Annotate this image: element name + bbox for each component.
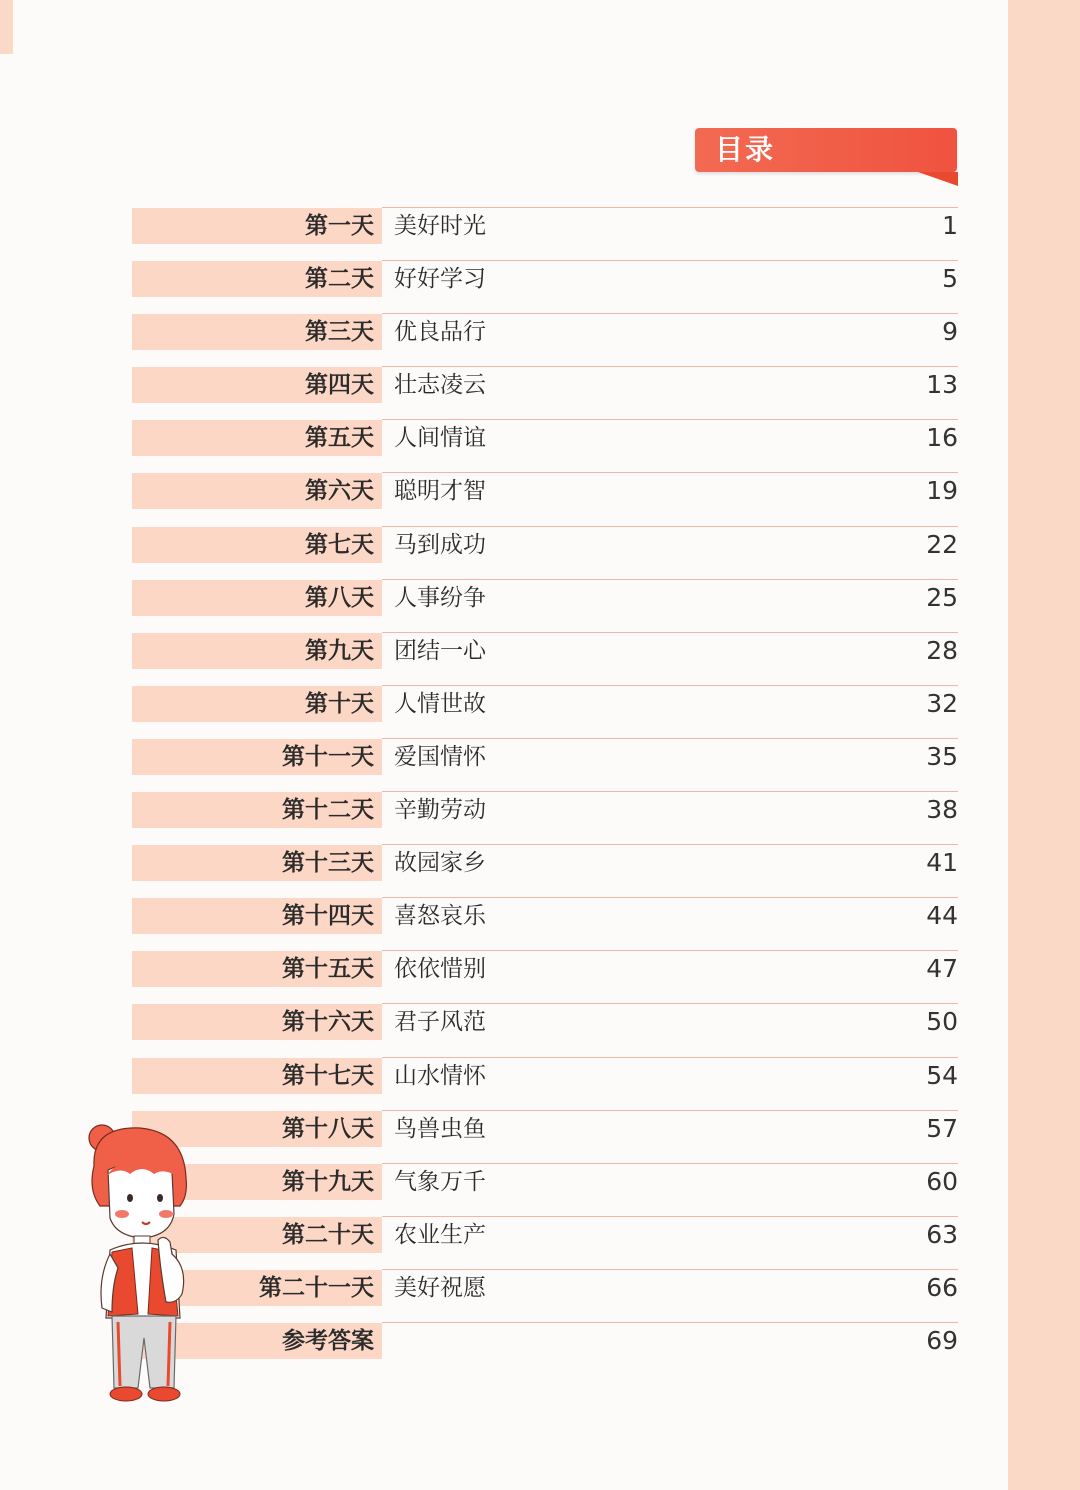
toc-entry-day: 第四天 [305,372,374,399]
toc-entry-title: 美好祝愿 [394,1274,486,1301]
toc-entry-title: 故园家乡 [394,850,486,877]
toc-entry-title: 气象万千 [394,1168,486,1195]
toc-entry-day: 第五天 [305,425,374,452]
toc-entry-title: 君子风范 [394,1009,486,1036]
toc-entry-page: 63 [926,1219,958,1249]
toc-entry-day: 第十天 [305,690,374,717]
toc-entry[interactable] [132,260,958,313]
corner-mark [0,0,13,54]
toc-entry-page: 54 [926,1060,958,1090]
toc-title: 目录 [715,133,776,166]
toc-entry[interactable] [132,1163,958,1216]
toc-entry-day: 第九天 [305,637,374,664]
toc-entry[interactable] [132,1057,958,1110]
toc-entry-page: 50 [926,1007,958,1037]
toc-entry-page: 1 [942,211,958,240]
table-of-contents [132,207,958,1375]
toc-entry-day: 第十五天 [282,956,374,983]
toc-entry[interactable] [132,207,958,260]
toc-entry-title: 人事纷争 [394,584,486,611]
toc-entry-day: 第十一天 [282,743,374,770]
toc-entry[interactable] [132,738,958,791]
toc-entry-day: 第十三天 [282,850,374,877]
toc-entry-title: 马到成功 [394,531,486,558]
toc-entry-day: 第十二天 [282,797,374,824]
toc-entry[interactable] [132,844,958,897]
toc-entry[interactable] [132,1322,958,1375]
toc-entry-page: 38 [926,795,958,825]
toc-entry[interactable] [132,897,958,950]
toc-entry-title: 团结一心 [394,637,486,664]
toc-entry-title: 好好学习 [394,266,486,293]
toc-entry[interactable] [132,1216,958,1269]
toc-entry-page: 69 [926,1325,958,1355]
toc-entry[interactable] [132,313,958,366]
toc-entry[interactable] [132,1269,958,1322]
toc-entry-day: 第三天 [305,319,374,346]
toc-entry[interactable] [132,472,958,525]
toc-entry-page: 19 [926,476,958,506]
toc-entry-day: 参考答案 [282,1327,374,1354]
toc-entry-day: 第八天 [305,584,374,611]
toc-entry-day: 第二天 [305,266,374,293]
toc-header-banner [695,128,957,172]
toc-entry-title: 鸟兽虫鱼 [394,1115,486,1142]
toc-entry-page: 47 [926,954,958,984]
toc-entry[interactable] [132,419,958,472]
girl-mascot-illustration [72,1118,202,1408]
toc-entry-day: 第七天 [305,531,374,558]
toc-entry-day: 第二十一天 [259,1274,374,1301]
toc-entry-title: 山水情怀 [394,1062,486,1089]
toc-entry-page: 22 [926,529,958,559]
toc-header-fold [918,172,958,186]
toc-entry[interactable] [132,1003,958,1056]
toc-entry[interactable] [132,791,958,844]
toc-entry[interactable] [132,1110,958,1163]
toc-entry-title: 聪明才智 [394,478,486,505]
toc-entry-title: 壮志凌云 [394,372,486,399]
toc-entry-day: 第十九天 [282,1168,374,1195]
toc-entry-day: 第十四天 [282,903,374,930]
toc-entry-page: 9 [942,317,958,347]
toc-entry-page: 41 [926,848,958,878]
toc-entry[interactable] [132,950,958,1003]
toc-entry-title: 人情世故 [394,690,486,717]
toc-entry[interactable] [132,579,958,632]
toc-entry-day: 第六天 [305,478,374,505]
toc-entry[interactable] [132,685,958,738]
toc-entry-page: 25 [926,582,958,612]
toc-entry[interactable] [132,632,958,685]
toc-entry-title: 依依惜别 [394,956,486,983]
toc-entry-page: 57 [926,1113,958,1143]
toc-entry-day: 第十七天 [282,1062,374,1089]
toc-entry-page: 44 [926,901,958,931]
toc-entry-page: 35 [926,741,958,771]
toc-entry-day: 第二十天 [282,1221,374,1248]
toc-entry-title: 爱国情怀 [394,743,486,770]
toc-entry-title: 农业生产 [394,1221,486,1248]
toc-entry-page: 5 [942,264,958,294]
toc-entry-title: 辛勤劳动 [394,797,486,824]
toc-entry-day: 第十六天 [282,1009,374,1036]
toc-entry-page: 32 [926,688,958,718]
toc-entry-day: 第一天 [305,213,374,239]
toc-entry[interactable] [132,526,958,579]
page-edge-strip [1008,0,1080,1490]
toc-entry-page: 66 [926,1272,958,1302]
toc-entry-page: 28 [926,635,958,665]
toc-entry-title: 优良品行 [394,319,486,346]
toc-entry-title: 喜怒哀乐 [394,903,486,930]
toc-entry-day: 第十八天 [282,1115,374,1142]
toc-entry[interactable] [132,366,958,419]
toc-entry-title: 人间情谊 [394,425,486,452]
toc-entry-page: 16 [926,423,958,453]
toc-entry-title: 美好时光 [394,213,486,239]
toc-entry-page: 60 [926,1166,958,1196]
toc-entry-page: 13 [926,370,958,400]
